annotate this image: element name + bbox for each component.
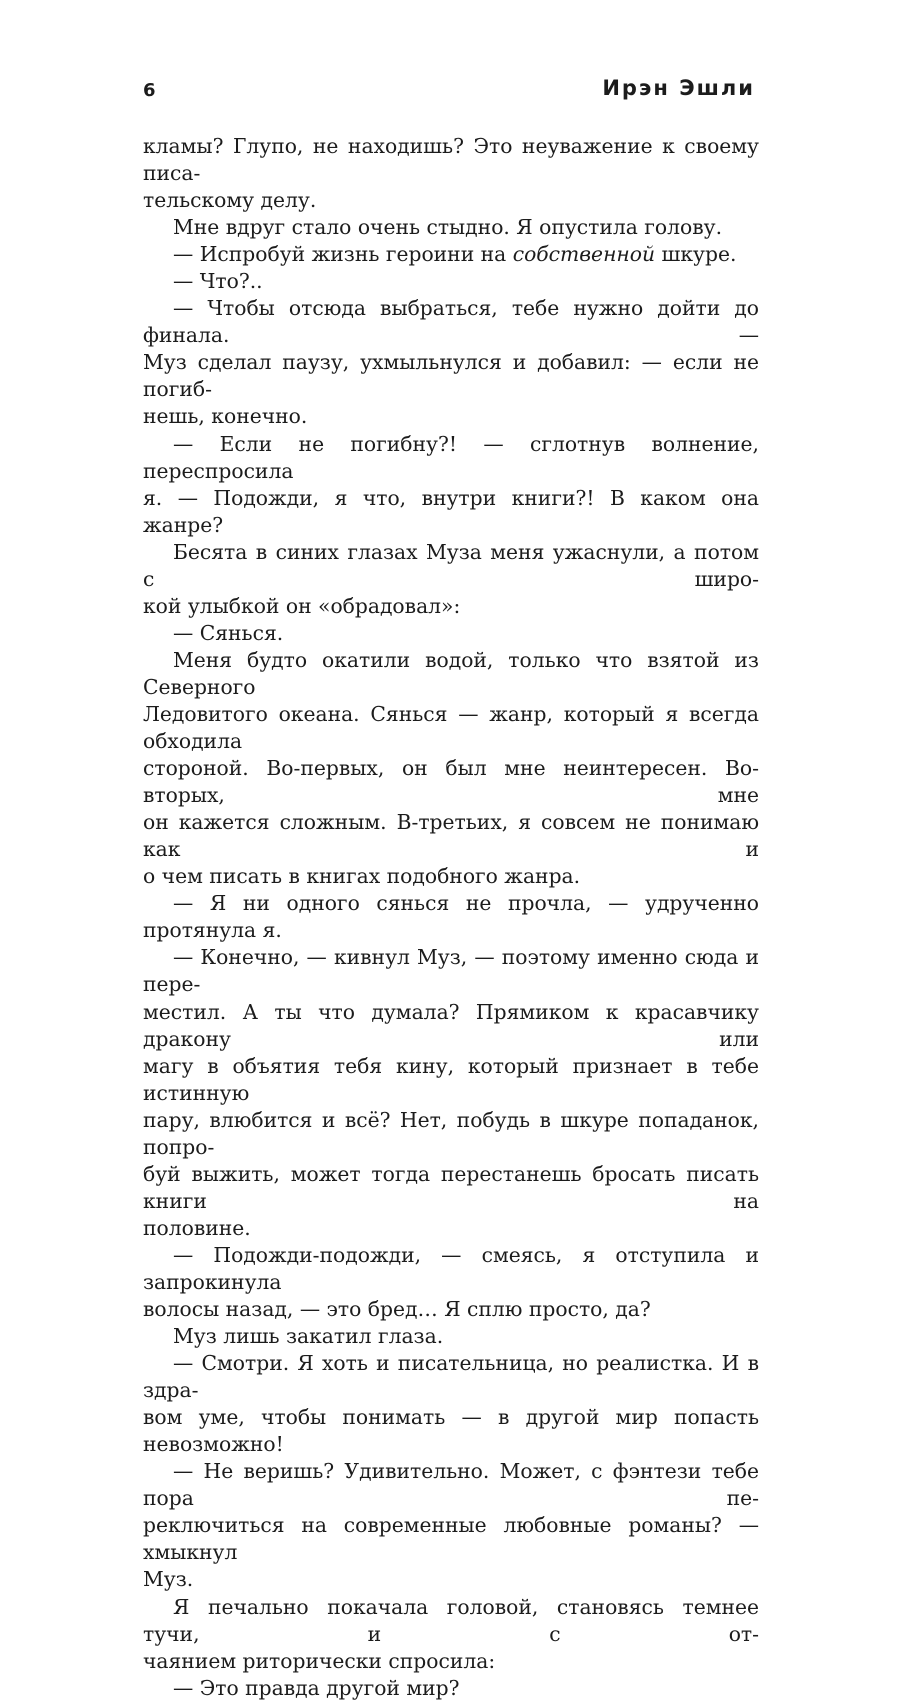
- paragraph-line: Ледовитого океана. Сянься — жанр, который я всегда обходила: [143, 701, 759, 754]
- paragraph-line: пару, влюбится и всё? Нет, побудь в шкуре попаданок, попро-: [143, 1107, 759, 1159]
- paragraph-first-line: Я печально покачала головой, становясь темнее тучи, и с от-: [143, 1594, 759, 1646]
- paragraph-first-line: — Конечно, — кивнул Муз, — поэтому именно сюда и пере-: [143, 945, 759, 997]
- paragraph-first-line: — Что?..: [173, 269, 263, 294]
- page-number: 6: [143, 80, 156, 101]
- paragraph-line: Муз.: [143, 1567, 194, 1592]
- paragraph-line: вом уме, чтобы понимать — в другой мир попасть невозможно!: [143, 1405, 759, 1457]
- line-segment: шкуре.: [655, 242, 737, 267]
- paragraph-line: половине.: [143, 1215, 251, 1240]
- paragraph-line: кой улыбкой он «обрадовал»:: [143, 593, 461, 618]
- page-header: [143, 76, 755, 108]
- body-text: [143, 133, 759, 1702]
- paragraph-first-line: — Смотри. Я хоть и писательница, но реалистка. И в здра-: [143, 1351, 759, 1403]
- paragraph-line: я. — Подожди, я что, внутри книги?! В каком она жанре?: [143, 485, 759, 537]
- paragraph-line: волосы назад, — это бред… Я сплю просто, да?: [143, 1297, 651, 1322]
- paragraph-first-line: — Сянься.: [173, 620, 284, 645]
- paragraph-first-line: — Чтобы отсюда выбраться, тебе нужно дойти до финала. —: [143, 296, 759, 348]
- paragraph-first-line: Мне вдруг стало очень стыдно. Я опустила голову.: [173, 215, 723, 240]
- paragraph-first-line: кламы? Глупо, не находишь? Это неуважение к своему писа-: [143, 134, 759, 186]
- paragraph-line: буй выжить, может тогда перестанешь бросать писать книги на: [143, 1161, 759, 1213]
- paragraph-line: чаянием риторически спросила:: [143, 1648, 496, 1673]
- paragraph-line: реключиться на современные любовные романы? — хмыкнул: [143, 1513, 759, 1565]
- emphasized-word: собственной: [512, 242, 656, 267]
- running-title: Ирэн Эшли: [602, 76, 755, 100]
- paragraph-first-line: Муз лишь закатил глаза.: [173, 1324, 444, 1349]
- paragraph-line: тельскому делу.: [143, 188, 317, 213]
- paragraph-line: местил. А ты что думала? Прямиком к красавчику дракону или: [143, 999, 759, 1051]
- paragraph-line: он кажется сложным. В-третьих, я совсем не понимаю как и: [143, 810, 759, 862]
- paragraph-first-line: — Подожди-подожди, — смеясь, я отступила и запрокинула: [143, 1242, 759, 1294]
- line-segment: — Испробуй жизнь героини на: [173, 242, 513, 267]
- paragraph-line: Муз сделал паузу, ухмыльнулся и добавил: — если не погиб-: [143, 350, 759, 402]
- paragraph-first-line: — Это правда другой мир?: [173, 1675, 460, 1700]
- paragraph-first-line: — Я ни одного сянься не прочла, — удрученно протянула я.: [143, 891, 759, 943]
- paragraph-line: о чем писать в книгах подобного жанра.: [143, 864, 581, 889]
- paragraph-line: магу в объятия тебя кину, который признает в тебе истинную: [143, 1053, 759, 1105]
- paragraph-first-line: Меня будто окатили водой, только что взятой из Северного: [143, 647, 759, 699]
- paragraph-line: стороной. Во-первых, он был мне неинтересен. Во-вторых, мне: [143, 756, 759, 808]
- paragraph-first-line: Бесята в синих глазах Муза меня ужаснули, а потом с широ-: [143, 539, 759, 591]
- paragraph-first-line: — Не веришь? Удивительно. Может, с фэнтези тебе пора пе-: [143, 1459, 759, 1511]
- paragraph-line: нешь, конечно.: [143, 404, 308, 429]
- paragraph-first-line: — Если не погибну?! — сглотнув волнение, переспросила: [143, 431, 759, 483]
- paragraph-first-line: [143, 241, 759, 268]
